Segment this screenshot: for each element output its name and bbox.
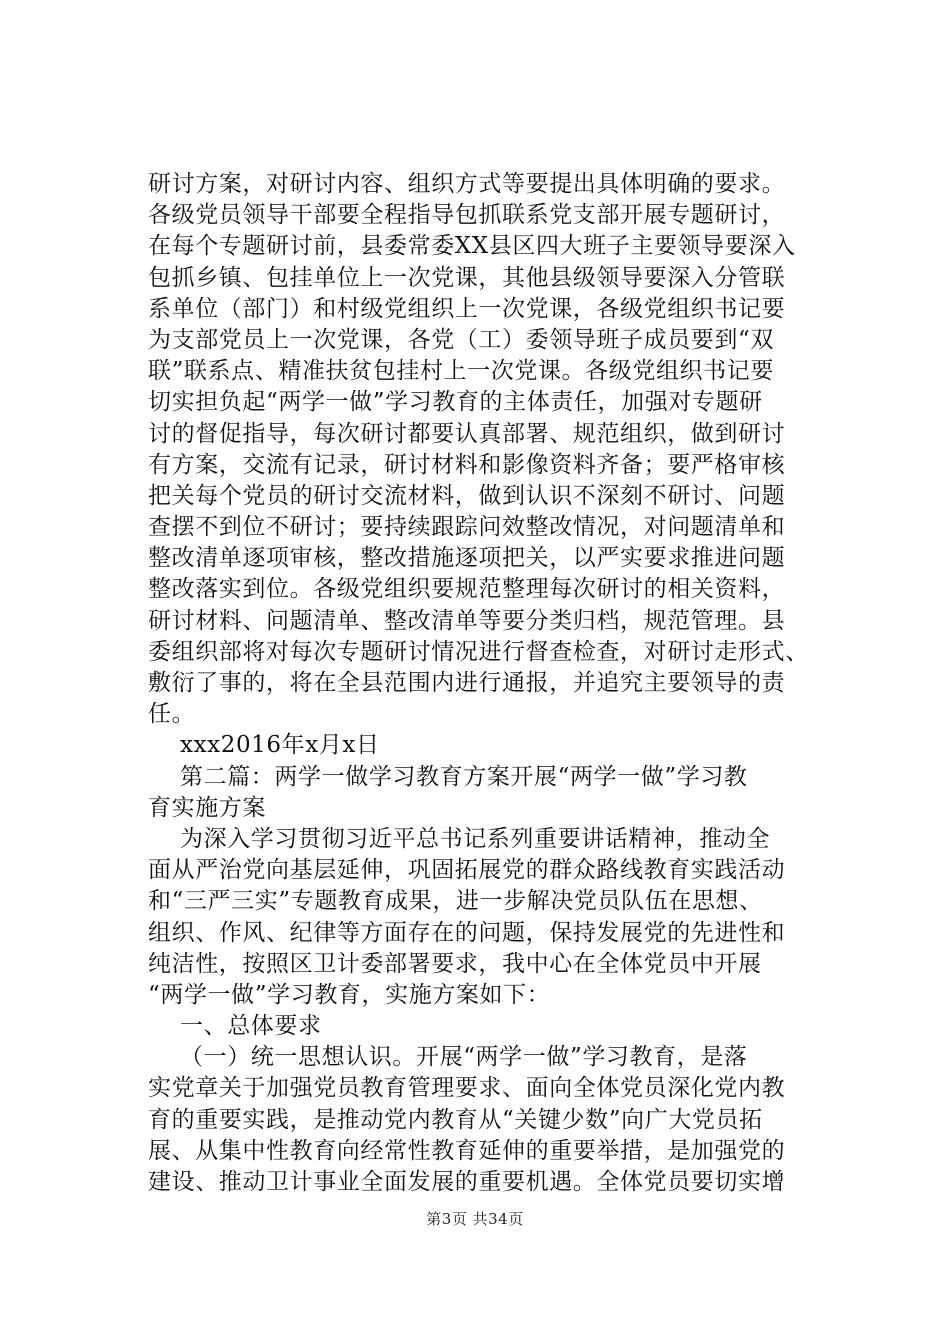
page-footer: 第3页 共34页 <box>426 1210 524 1228</box>
text-line: 查摆不到位不研讨；要持续跟踪问效整改情况，对问题清单和 <box>148 514 786 541</box>
text-line: 讨的督促指导，每次研讨都要认真部署、规范组织，做到研讨 <box>148 420 786 447</box>
text-line: （一）统一思想认识。开展“两学一做”学习教育，是落 <box>180 1044 748 1071</box>
text-line: 整改清单逐项审核，整改措施逐项把关，以严实要求推进问题 <box>148 545 786 572</box>
text-line: 建设、推动卫计事业全面发展的重要机遇。全体党员要切实增 <box>148 1169 786 1195</box>
text-line: 联”联系点、精准扶贫包挂村上一次党课。各级党组织书记要 <box>148 358 774 385</box>
section-heading: 第二篇：两学一做学习教育方案开展“两学一做”学习教 <box>180 763 748 790</box>
text-line: 实党章关于加强党员教育管理要求、面向全体党员深化党内教 <box>148 1075 786 1102</box>
text-line: 组织、作风、纪律等方面存在的问题，保持发展党的先进性和 <box>148 919 786 946</box>
text-line: 为深入学习贯彻习近平总书记系列重要讲话精神，推动全 <box>180 825 770 852</box>
text-line: 各级党员领导干部要全程指导包抓联系党支部开展专题研讨， <box>148 202 786 229</box>
text-line: “两学一做”学习教育，实施方案如下： <box>148 981 551 1008</box>
text-line: 整改落实到位。各级党组织要规范整理每次研讨的相关资料， <box>148 576 786 603</box>
text-line: 为支部党员上一次党课，各党（工）委领导班子成员要到“双 <box>148 326 774 353</box>
text-line: 敷衍了事的，将在全县范围内进行通报，并追究主要领导的责 <box>148 670 786 696</box>
text-line: 在每个专题研讨前，县委常委XX县区四大班子主要领导要深入 <box>148 233 796 260</box>
text-line: 展、从集中性教育向经常性教育延伸的重要举措，是加强党的 <box>148 1137 786 1164</box>
text-line: 委组织部将对每次专题研讨情况进行督查检查，对研讨走形式、 <box>148 638 809 665</box>
text-line: 育的重要实践，是推动党内教育从“关键少数”向广大党员拓 <box>148 1106 763 1133</box>
text-line: 纯洁性，按照区卫计委部署要求，我中心在全体党员中开展 <box>148 950 762 977</box>
text-line: 任。 <box>148 701 196 728</box>
text-line: 有方案，交流有记录，研讨材料和影像资料齐备；要严格审核 <box>148 451 786 478</box>
date-line: xxx2016年x月x日 <box>180 732 380 759</box>
text-line: 把关每个党员的研讨交流材料，做到认识不深刻不研讨、问题 <box>148 482 786 509</box>
text-line: 系单位（部门）和村级党组织上一次党课，各级党组织书记要 <box>148 295 786 322</box>
document-body <box>148 169 832 1198</box>
text-line: 切实担负起“两学一做”学习教育的主体责任，加强对专题研 <box>148 389 763 416</box>
text-line: 研讨材料、问题清单、整改清单等要分类归档，规范管理。县 <box>148 607 786 634</box>
text-line: 面从严治党向基层延伸，巩固拓展党的群众路线教育实践活动 <box>148 857 786 884</box>
text-line: 包抓乡镇、包挂单位上一次党课，其他县级领导要深入分管联 <box>148 264 786 291</box>
section-heading-cont: 育实施方案 <box>148 794 266 821</box>
text-line: 和“三严三实”专题教育成果，进一步解决党员队伍在思想、 <box>148 888 763 915</box>
text-line: 研讨方案，对研讨内容、组织方式等要提出具体明确的要求。 <box>148 171 786 197</box>
subsection-heading: 一、总体要求 <box>180 1013 322 1040</box>
